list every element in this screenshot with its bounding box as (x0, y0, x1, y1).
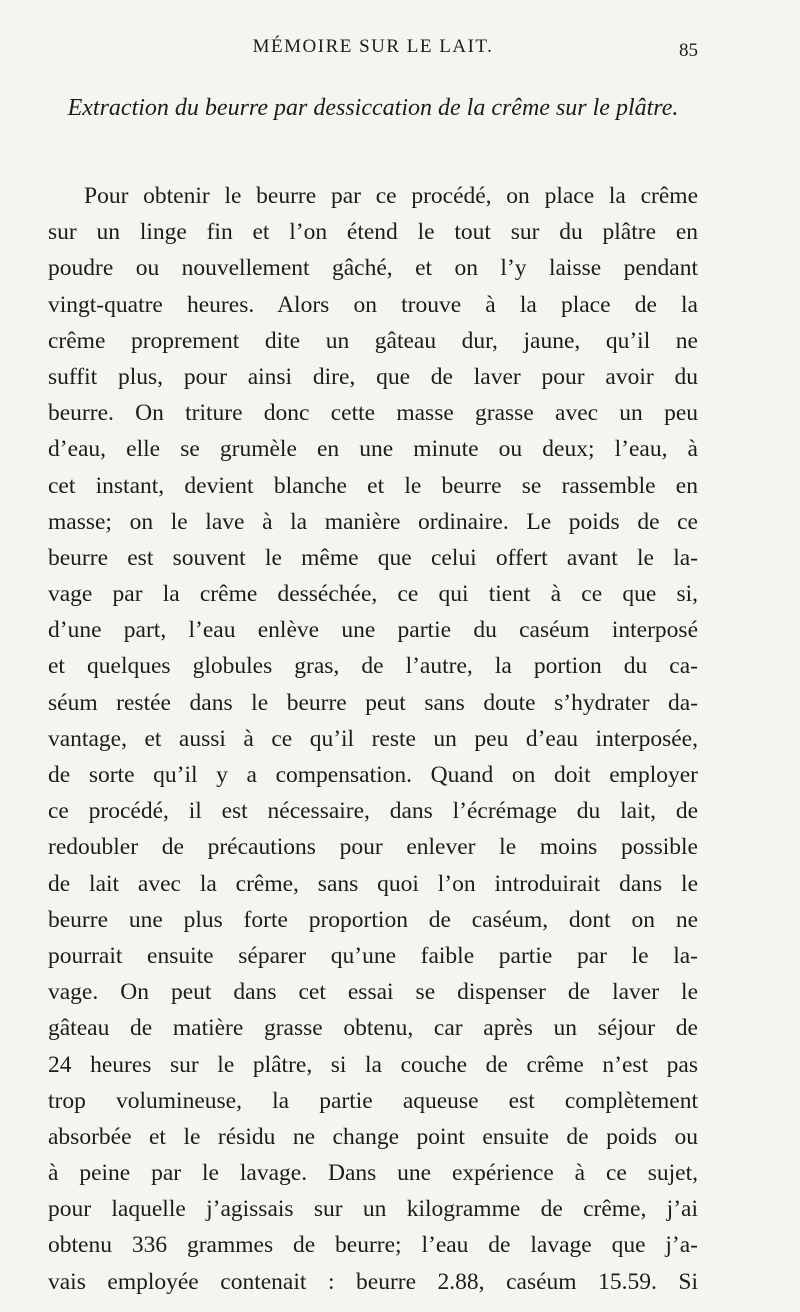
text-line: pourrait ensuite séparer qu’une faible partie par le la- (48, 942, 698, 969)
body-paragraph (48, 178, 698, 1300)
text-line: crême proprement dite un gâteau dur, jaune, qu’il ne (48, 327, 698, 354)
text-line: gâteau de matière grasse obtenu, car après un séjour de (48, 1015, 698, 1042)
text-line: pour laquelle j’agissais sur un kilogramme de crême, j’ai (48, 1196, 698, 1223)
text-line: d’eau, elle se grumèle en une minute ou deux; l’eau, à (48, 436, 698, 463)
text-line: vantage, et aussi à ce qu’il reste un peu d’eau interposée, (48, 725, 698, 752)
text-line: absorbée et le résidu ne change point ensuite de poids ou (48, 1123, 698, 1150)
text-line: trop volumineuse, la partie aqueuse est complètement (48, 1087, 698, 1114)
text-line: obtenu 336 grammes de beurre; l’eau de lavage que j’a- (48, 1232, 698, 1259)
text-line: vais employée contenait : beurre 2.88, caséum 15.59. Si (48, 1268, 698, 1295)
text-line: cet instant, devient blanche et le beurre se rassemble en (48, 472, 698, 499)
text-line: masse; on le lave à la manière ordinaire. Le poids de ce (48, 508, 698, 535)
text-line: vingt-quatre heures. Alors on trouve à la place de la (48, 291, 698, 318)
text-line: poudre ou nouvellement gâché, et on l’y laisse pendant (48, 255, 698, 282)
text-line: redoubler de précautions pour enlever le moins possible (48, 834, 698, 861)
text-line: de lait avec la crême, sans quoi l’on introduirait dans le (48, 870, 698, 897)
text-line: 24 heures sur le plâtre, si la couche de crême n’est pas (48, 1051, 698, 1078)
text-line: Pour obtenir le beurre par ce procédé, on place la crême (84, 183, 698, 209)
text-line: vage par la crême desséchée, ce qui tient à ce que si, (48, 581, 698, 608)
text-line: sur un linge fin et l’on étend le tout sur du plâtre en (48, 219, 698, 246)
text-line: beurre est souvent le même que celui offert avant le la- (48, 544, 698, 571)
page-number: 85 (679, 40, 698, 61)
section-title: Extraction du beurre par dessiccation de la crême sur le plâtre. (67, 95, 679, 121)
running-head (48, 36, 698, 66)
text-line: et quelques globules gras, de l’autre, la portion du ca- (48, 653, 698, 680)
running-title: MÉMOIRE SUR LE LAIT. (252, 36, 494, 57)
text-line: à peine par le lavage. Dans une expérience à ce sujet, (48, 1160, 698, 1187)
text-line: de sorte qu’il y a compensation. Quand on doit employer (48, 762, 698, 788)
text-line: beurre une plus forte proportion de caséum, dont on ne (48, 906, 698, 933)
text-line: vage. On peut dans cet essai se dispenser de laver le (48, 979, 698, 1006)
text-line: ce procédé, il est nécessaire, dans l’écrémage du lait, de (48, 798, 698, 825)
text-line: beurre. On triture donc cette masse grasse avec un peu (48, 400, 698, 427)
text-line: d’une part, l’eau enlève une partie du caséum interposé (48, 617, 698, 644)
text-line: suffit plus, pour ainsi dire, que de laver pour avoir du (48, 363, 698, 390)
text-line: séum restée dans le beurre peut sans doute s’hydrater da- (48, 689, 698, 716)
